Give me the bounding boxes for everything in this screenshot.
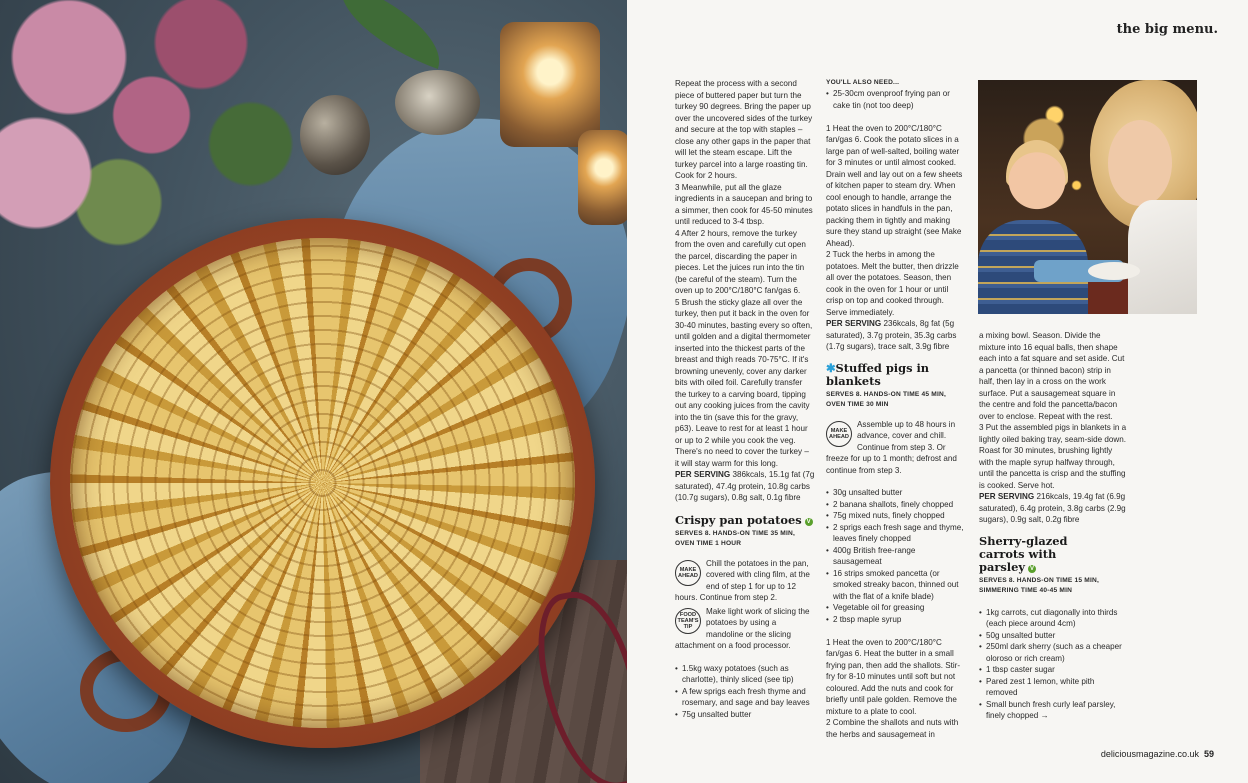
list-item: • 50g unsalted butter	[979, 630, 1127, 642]
woman-face	[1108, 120, 1172, 206]
list-item: • 250ml dark sherry (such as a cheaper oloroso or rich cream)	[979, 641, 1127, 664]
potato-step-2: 2 Tuck the herbs in among the potatoes. Melt the butter, then drizzle all over the potatoes. Season, then cook in the oven for 1 hour or until crisp on top and cooked through. Serve immediately.	[826, 250, 959, 317]
list-item: • A few sprigs each fresh thyme and rosemary, and sage and bay leaves	[675, 686, 815, 709]
list-item: • 16 strips smoked pancetta (or smoked streaky bacon, thinned out with the flat of a knife blade)	[826, 568, 966, 603]
make-ahead-icon: MAKE AHEAD	[675, 560, 701, 586]
turkey-method-text: Repeat the process with a second piece of buttered paper but turn the turkey 90 degrees. Bring the paper up over the uncovered sides of the turkey and secure at the top with staples – close any other gaps in the paper that will let the steam escape. Lift the turkey parcel into a large roasting tin. Cook for 2 hours.	[675, 79, 813, 180]
freezable-icon: ✱	[826, 360, 836, 375]
potato-step-1: 1 Heat the oven to 200°C/180°C fan/gas 6. Cook the potato slices in a large pan of well-salted, boiling water for 3 minutes or until almost cooked. Drain well and lay out on a few sheets of kitchen paper to steam dry. When cool enough to handle, arrange the potato slices in handfuls in the pan, packing them in tightly and making sure they stand up straight (see Make Ahead).	[826, 123, 963, 248]
make-ahead-note: MAKE AHEAD Chill the potatoes in the pan, covered with cling film, at the end of step 1 for up to 12 hours. Continue from step 2.	[675, 558, 810, 602]
candle-holder	[500, 22, 600, 147]
make-ahead-icon: MAKE AHEAD	[826, 421, 852, 447]
potato-nutrition: PER SERVING 236kcals, 8g fat (5g saturated), 3.7g protein, 35.3g carbs (1.7g sugars), trace salt, 3.9g fibre	[826, 319, 957, 351]
page-number: 59	[1203, 749, 1214, 759]
family-christmas-photo	[978, 80, 1197, 314]
pigs-step-2: 2 Combine the shallots and nuts with the herbs and sausagemeat in	[826, 718, 959, 739]
recipe-page	[627, 0, 1248, 783]
food-team-tip-icon: FOOD TEAM'S TIP	[675, 608, 701, 634]
list-item: • Pared zest 1 lemon, white pith removed	[979, 676, 1127, 699]
child-head	[1006, 140, 1068, 214]
recipe-title-crispy-pan-potatoes: Crispy pan potatoes V	[675, 512, 811, 527]
pigs-step-3: 3 Put the assembled pigs in blankets in a lightly oiled baking tray, seam-side down. Roast for 30 minutes, brushing lightly with the maple syrup halfway through, until the pancetta is crisp and the stuffing is cooked. Serve hot.	[979, 423, 1127, 490]
column-3	[979, 330, 1127, 722]
list-item: • 1 tbsp caster sugar	[979, 664, 1127, 676]
potato-ingredients-list	[675, 663, 815, 721]
pigs-step-1: 1 Heat the oven to 200°C/180°C fan/gas 6. Heat the butter in a small frying pan, then add the shallots. Stir-fry for 8-10 minutes until soft but not coloured. Add the nuts and cook for briefly until pale golden. Remove the mixture to a plate to cool.	[826, 637, 961, 716]
page-footer	[1101, 749, 1214, 759]
running-head: the big menu.	[1116, 22, 1218, 37]
pigs-step-2-continued: a mixing bowl. Season. Divide the mixture into 16 equal balls, then shape each into a fat square and set aside. Cut a pancetta (or thinned bacon) strip in half, then lay in a cross on the work surface. Put a sausagemeat square in the centre and fold the pancetta/bacon over to enclose. Repeat with the rest.	[979, 331, 1125, 421]
carrot-ingredients-list	[979, 607, 1127, 722]
green-leaf	[325, 0, 455, 69]
list-item: • 1.5kg waxy potatoes (such as charlotte), thinly sliced (see tip)	[675, 663, 815, 686]
pigs-nutrition: PER SERVING 216kcals, 19.4g fat (6.9g saturated), 6.4g protein, 3.8g carbs (2.9g sugars), 0.9g salt, 0.2g fibre	[979, 492, 1126, 524]
make-ahead-note: MAKE AHEAD Assemble up to 48 hours in advance, cover and chill. Continue from step 3. Or freeze for up to 1 month; defrost and continue from step 3.	[826, 419, 957, 475]
turkey-step-3: 3 Meanwhile, put all the glaze ingredients in a saucepan and bring to a simmer, then cook for 45-50 minutes until reduced to 3-4 tbsp.	[675, 182, 813, 226]
also-need-label: YOU'LL ALSO NEED...	[826, 79, 900, 86]
vegetarian-icon: V	[1029, 565, 1034, 572]
sliced-potatoes	[70, 238, 575, 728]
woman-top	[1128, 200, 1197, 314]
list-item: • Small bunch fresh curly leaf parsley, finely chopped →	[979, 699, 1127, 722]
list-item: • 30g unsalted butter	[826, 487, 966, 499]
list-item: • 75g mixed nuts, finely chopped	[826, 510, 966, 522]
list-item: • 2 banana shallots, finely chopped	[826, 499, 966, 511]
recipe-meta: SERVES 8. HANDS-ON TIME 45 MIN, OVEN TIME 30 MIN	[826, 390, 947, 408]
silver-bauble	[395, 70, 480, 135]
column-2	[826, 78, 966, 740]
turkey-nutrition: PER SERVING 386kcals, 15.1g fat (7g saturated), 47.4g protein, 10.8g carbs (10.7g sugars), 0.8g salt, 0.1g fibre	[675, 470, 815, 502]
pigs-ingredients-list	[826, 487, 966, 625]
vegetarian-icon: V	[806, 518, 811, 525]
list-item: • Vegetable oil for greasing	[826, 602, 966, 614]
food-team-tip-note: FOOD TEAM'S TIP Make light work of slicing the potatoes by using a mandoline or the slicing attachment on a food processor.	[675, 606, 810, 650]
hydrangea-flowers	[0, 0, 300, 260]
plate	[1088, 262, 1140, 280]
recipe-meta: SERVES 8. HANDS-ON TIME 35 MIN, OVEN TIME 1 HOUR	[675, 529, 796, 547]
column-1	[675, 78, 815, 720]
recipe-meta: SERVES 8. HANDS-ON TIME 15 MIN, SIMMERING TIME 40-45 MIN	[979, 576, 1100, 594]
candle-holder	[578, 130, 627, 225]
list-item: • 25-30cm ovenproof frying pan or cake tin (not too deep)	[826, 88, 966, 111]
list-item: • 75g unsalted butter	[675, 709, 815, 721]
list-item: • 2 sprigs each fresh sage and thyme, leaves finely chopped	[826, 522, 966, 545]
website-url: deliciousmagazine.co.uk	[1100, 749, 1199, 759]
turkey-step-5: 5 Brush the sticky glaze all over the turkey, then put it back in the oven for 30-40 minutes, basting every so often, until golden and a digital thermometer inserted into the thickest parts of the breast and thigh reads 70-75°C. If it's browning unevenly, cover any darker bits with oiled foil. Carefully transfer the turkey to a carving board, tipping out any cooking juices from the cavity into the tin (save this for the gravy, p63). Leave to rest for at least 1 hour or up to 2 while you cook the veg. There's no need to cover the turkey – it will stay warm for this long.	[675, 297, 813, 468]
recipe-title-stuffed-pigs: ✱Stuffed pigs in blankets	[826, 360, 930, 388]
turkey-step-4: 4 After 2 hours, remove the turkey from the oven and carefully cut open the parcel, discarding the paper in pieces. Let the juices run into the tin (be careful of the steam). Turn the oven up to 200°C/180°C fan/gas 6.	[675, 228, 806, 295]
list-item: • 2 tbsp maple syrup	[826, 614, 966, 626]
recipe-title-sherry-glazed-carrots: Sherry-glazed carrots with parsley V	[979, 533, 1068, 574]
silver-bauble	[300, 95, 370, 175]
equipment-list	[826, 88, 966, 111]
list-item: • 400g British free-range sausagemeat	[826, 545, 966, 568]
list-item: • 1kg carrots, cut diagonally into thirds (each piece around 4cm)	[979, 607, 1127, 630]
